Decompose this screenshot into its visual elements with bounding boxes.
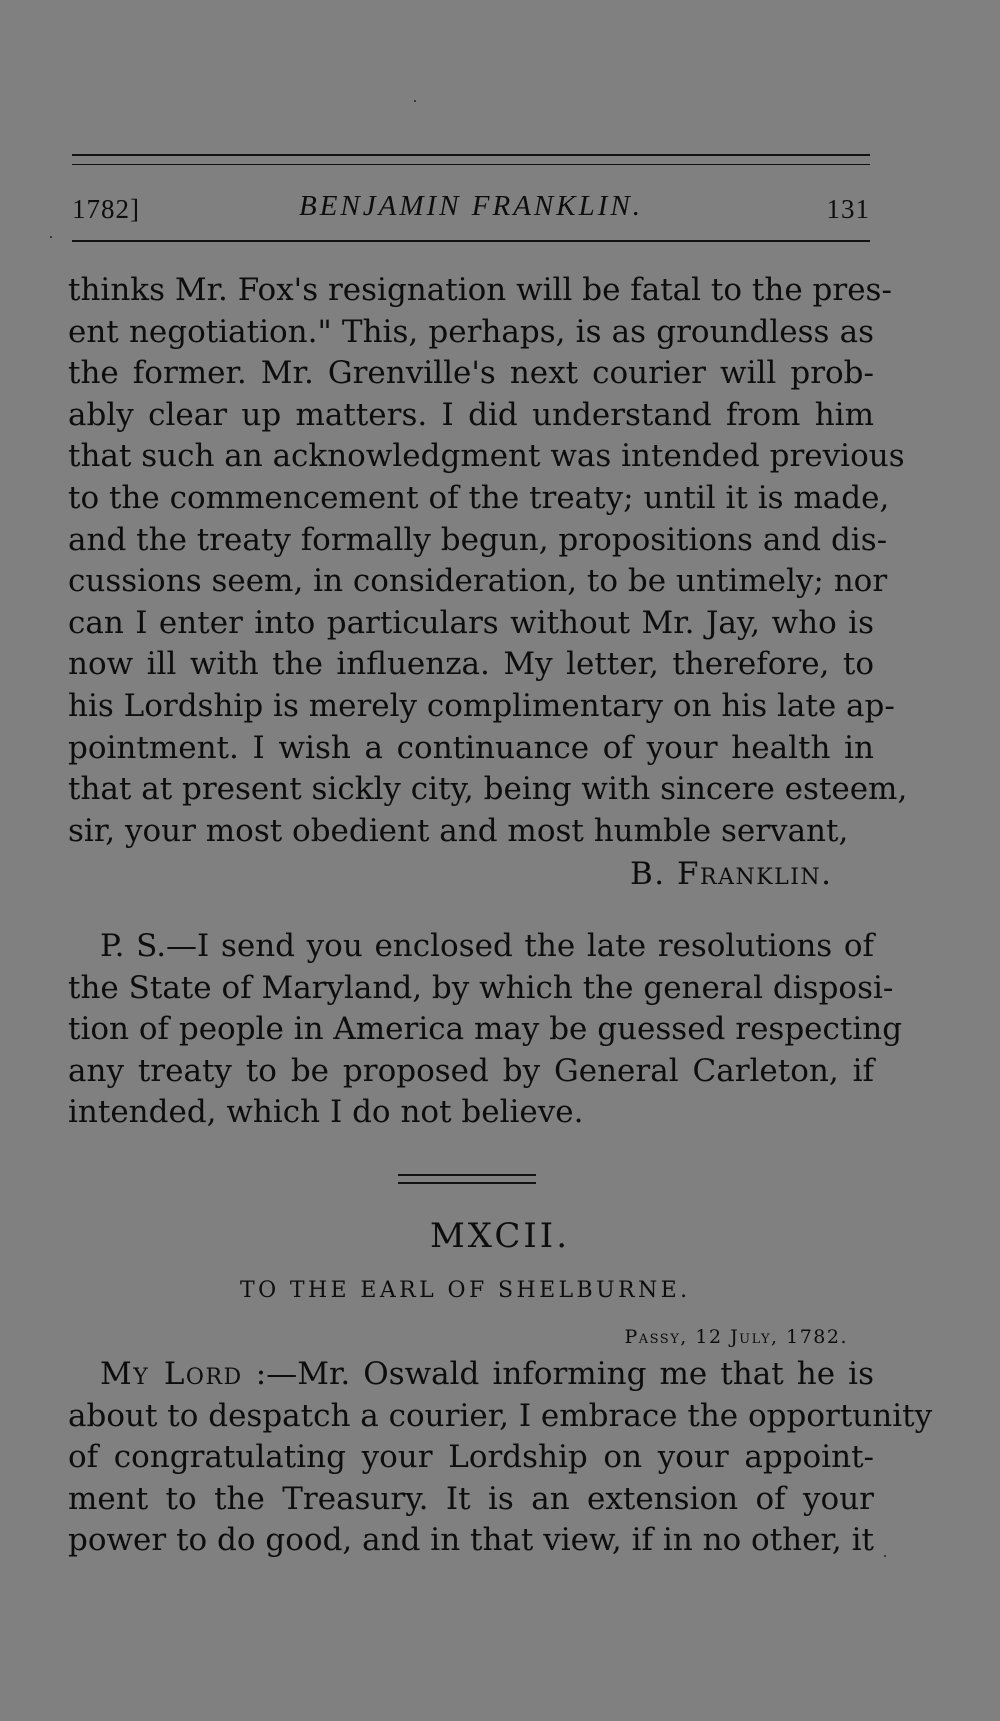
top-rule-upper	[72, 154, 870, 156]
running-head-title: BENJAMIN FRANKLIN.	[299, 190, 643, 222]
text-line: sir, your most obedient and most humble servant,	[68, 812, 849, 849]
text-line: that at present sickly city, being with sincere esteem,	[68, 771, 908, 808]
top-rule-lower	[72, 164, 870, 165]
postscript	[68, 928, 903, 1136]
section-divider-lower	[398, 1182, 536, 1184]
text-line: tion of people in America may be guessed respecting	[68, 1011, 903, 1048]
text-line: P. S.—I send you enclosed the late resolutions of	[100, 928, 874, 964]
text-line: that such an acknowledgment was intended previous	[68, 438, 905, 475]
letter-number: MXCII.	[429, 1216, 571, 1256]
letter-dateline: Passy, 12 July, 1782.	[624, 1326, 848, 1348]
salutation: My Lord	[100, 1356, 243, 1392]
letter-opening	[68, 1356, 933, 1564]
text-line: to the commencement of the treaty; until it is made,	[68, 479, 890, 516]
text-line: ment to the Treasury. It is an extension of your	[68, 1480, 874, 1517]
section-divider-upper	[398, 1174, 536, 1176]
text-line: of congratulating your Lordship on your appoint-	[68, 1439, 874, 1476]
letter-body	[68, 270, 908, 852]
salutation-continuation: :—Mr. Oswald informing me that he is	[242, 1356, 874, 1392]
text-line: about to despatch a courier, I embrace the opportunity	[68, 1397, 933, 1434]
text-line: the former. Mr. Grenville's next courier will prob-	[68, 355, 874, 392]
running-head	[72, 186, 870, 226]
text-line: ent negotiation." This, perhaps, is as groundless as	[68, 313, 874, 350]
text-line: ably clear up matters. I did understand from him	[68, 396, 874, 433]
text-line	[68, 1356, 874, 1398]
paper-speck	[414, 100, 416, 102]
text-line: intended, which I do not believe.	[68, 1094, 584, 1131]
paper-speck	[884, 1555, 886, 1557]
text-line: and the treaty formally begun, propositions and dis-	[68, 521, 888, 558]
text-line: pointment. I wish a continuance of your health in	[68, 729, 874, 766]
text-line: now ill with the influenza. My letter, therefore, to	[68, 646, 874, 683]
letter-addressee: TO THE EARL OF SHELBURNE.	[240, 1278, 691, 1303]
text-line: his Lordship is merely complimentary on his late ap-	[68, 687, 895, 724]
text-line: can I enter into particulars without Mr. Jay, who is	[68, 604, 874, 641]
text-line: any treaty to be proposed by General Carleton, if	[68, 1052, 874, 1089]
text-line: the State of Maryland, by which the general disposi-	[68, 969, 894, 1006]
page-number: 131	[826, 194, 870, 224]
paper-speck	[50, 236, 52, 238]
signature: B. Franklin.	[630, 856, 833, 892]
head-underline	[72, 240, 870, 242]
text-line: thinks Mr. Fox's resignation will be fatal to the pres-	[68, 272, 892, 308]
text-line: cussions seem, in consideration, to be untimely; nor	[68, 563, 888, 600]
text-line: power to do good, and in that view, if in no other, it	[68, 1522, 874, 1559]
running-head-year: 1782]	[72, 194, 140, 224]
